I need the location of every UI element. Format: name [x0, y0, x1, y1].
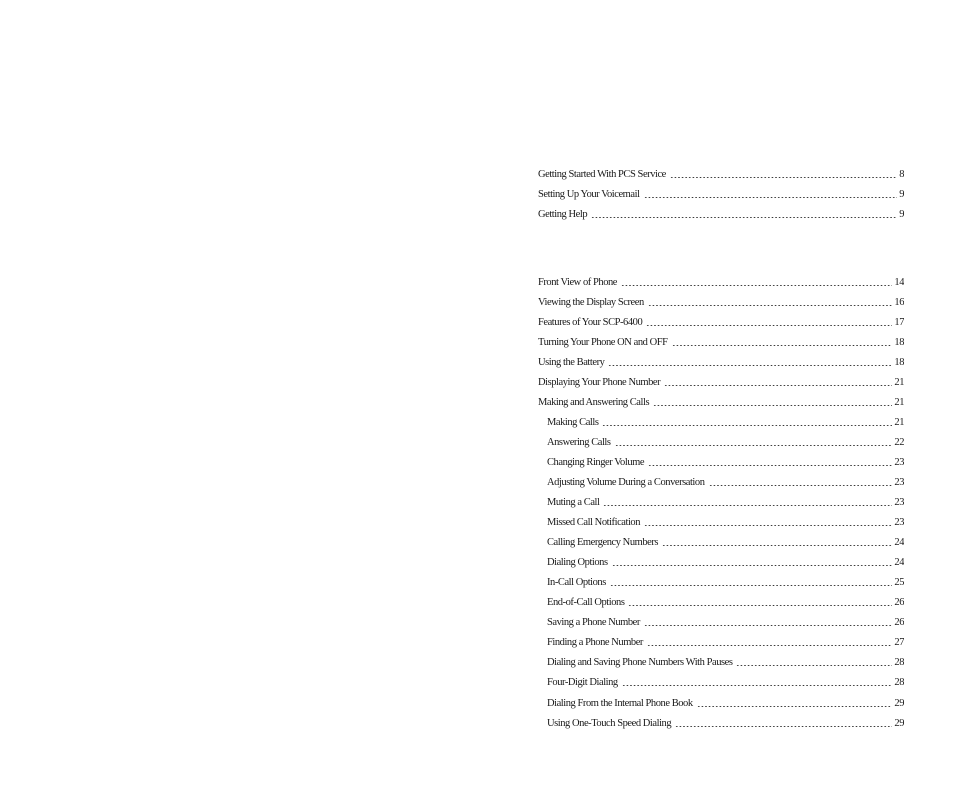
toc-entry-title: Making and Answering Calls: [538, 396, 650, 408]
dot-leader: [697, 706, 893, 707]
dot-leader: [653, 405, 892, 406]
toc-section-getting-started: [538, 164, 904, 224]
toc-entry-title: Finding a Phone Number: [547, 637, 643, 649]
toc-entry[interactable]: [538, 184, 904, 204]
dot-leader: [736, 665, 892, 666]
toc-entry-page-number: 25: [894, 577, 904, 589]
toc-entry[interactable]: [538, 573, 904, 593]
toc-entry[interactable]: [538, 164, 904, 184]
toc-entry-page-number: 22: [894, 436, 904, 448]
dot-leader: [621, 285, 892, 286]
toc-entry-title: Saving a Phone Number: [547, 617, 640, 629]
toc-entry-page-number: 18: [894, 336, 904, 348]
toc-entry[interactable]: [538, 332, 904, 352]
toc-entry-title: Four-Digit Dialing: [547, 677, 618, 689]
toc-entry-page-number: 21: [894, 416, 904, 428]
toc-entry[interactable]: [538, 613, 904, 633]
toc-entry-title: Changing Ringer Volume: [547, 456, 645, 468]
toc-entry[interactable]: [538, 292, 904, 312]
toc-entry-title: Turning Your Phone ON and OFF: [538, 336, 668, 348]
toc-entry[interactable]: [538, 392, 904, 412]
toc-entry-page-number: 14: [894, 276, 904, 288]
toc-entry[interactable]: [538, 633, 904, 653]
toc-entry-page-number: 24: [894, 557, 904, 569]
toc-entry[interactable]: [538, 432, 904, 452]
toc-entry-page-number: 23: [894, 456, 904, 468]
toc-entry-page-number: 26: [894, 597, 904, 609]
toc-entry-title: Dialing and Saving Phone Numbers With Pauses: [547, 657, 733, 669]
toc-entry-page-number: 8: [899, 168, 904, 180]
toc-entry-title: Displaying Your Phone Number: [538, 376, 661, 388]
toc-entry[interactable]: [538, 713, 904, 733]
toc-entry-title: Adjusting Volume During a Conversation: [547, 476, 705, 488]
dot-leader: [591, 217, 897, 218]
toc-entry-title: Setting Up Your Voicemail: [538, 188, 640, 200]
dot-leader: [647, 645, 892, 646]
toc-entry[interactable]: [538, 372, 904, 392]
dot-leader: [622, 685, 893, 686]
dot-leader: [644, 625, 892, 626]
toc-entry-title: Missed Call Notification: [547, 517, 641, 529]
toc-entry-title: Viewing the Display Screen: [538, 296, 644, 308]
dot-leader: [664, 385, 892, 386]
dot-leader: [662, 545, 892, 546]
toc-entry-page-number: 18: [894, 356, 904, 368]
dot-leader: [628, 605, 892, 606]
toc-entry[interactable]: [538, 513, 904, 533]
dot-leader: [648, 305, 893, 306]
dot-leader: [603, 505, 892, 506]
toc-entry-page-number: 16: [894, 296, 904, 308]
toc-entry-page-number: 28: [894, 657, 904, 669]
toc-entry[interactable]: [538, 653, 904, 673]
toc-section-phone-basics: [538, 272, 904, 733]
toc-entry-title: Muting a Call: [547, 497, 600, 509]
toc-entry-title: End-of-Call Options: [547, 597, 625, 609]
toc-entry-page-number: 9: [899, 188, 904, 200]
toc-entry-title: Calling Emergency Numbers: [547, 537, 659, 549]
toc-entry[interactable]: [538, 352, 904, 372]
toc-entry[interactable]: [538, 693, 904, 713]
dot-leader: [672, 345, 893, 346]
toc-entry-page-number: 17: [894, 316, 904, 328]
toc-entry-title: Answering Calls: [547, 436, 611, 448]
dot-leader: [602, 425, 892, 426]
toc-entry-title: Using One-Touch Speed Dialing: [547, 717, 672, 729]
toc-entry-page-number: 29: [894, 717, 904, 729]
toc-entry[interactable]: [538, 312, 904, 332]
dot-leader: [612, 565, 893, 566]
toc-entry[interactable]: [538, 452, 904, 472]
toc-entry-title: Using the Battery: [538, 356, 605, 368]
toc-entry[interactable]: [538, 553, 904, 573]
dot-leader: [644, 525, 892, 526]
toc-entry-title: Features of Your SCP-6400: [538, 316, 643, 328]
dot-leader: [610, 585, 893, 586]
dot-leader: [709, 485, 893, 486]
dot-leader: [648, 465, 892, 466]
toc-entry[interactable]: [538, 593, 904, 613]
dot-leader: [670, 177, 897, 178]
dot-leader: [646, 325, 892, 326]
toc-entry[interactable]: [538, 412, 904, 432]
toc-entry-title: Front View of Phone: [538, 276, 617, 288]
toc-entry[interactable]: [538, 673, 904, 693]
toc-entry-page-number: 9: [899, 208, 904, 220]
dot-leader: [644, 197, 898, 198]
toc-entry[interactable]: [538, 272, 904, 292]
toc-entry[interactable]: [538, 204, 904, 224]
dot-leader: [675, 726, 892, 727]
toc-entry-page-number: 29: [894, 697, 904, 709]
dot-leader: [608, 365, 892, 366]
toc-entry-title: Getting Started With PCS Service: [538, 168, 666, 180]
toc-entry[interactable]: [538, 472, 904, 492]
toc-entry-page-number: 23: [894, 497, 904, 509]
toc-entry-page-number: 27: [894, 637, 904, 649]
toc-entry-title: Getting Help: [538, 208, 588, 220]
dot-leader: [615, 445, 893, 446]
toc-entry-page-number: 24: [894, 537, 904, 549]
toc-entry-title: Making Calls: [547, 416, 599, 428]
toc-entry-title: Dialing From the Internal Phone Book: [547, 697, 693, 709]
toc-entry-page-number: 21: [894, 396, 904, 408]
toc-entry-page-number: 28: [894, 677, 904, 689]
toc-entry[interactable]: [538, 493, 904, 513]
toc-entry-page-number: 26: [894, 617, 904, 629]
toc-entry-page-number: 21: [894, 376, 904, 388]
toc-entry-title: In-Call Options: [547, 577, 606, 589]
toc-entry[interactable]: [538, 533, 904, 553]
toc-entry-page-number: 23: [894, 517, 904, 529]
toc-entry-title: Dialing Options: [547, 557, 608, 569]
toc-entry-page-number: 23: [894, 476, 904, 488]
